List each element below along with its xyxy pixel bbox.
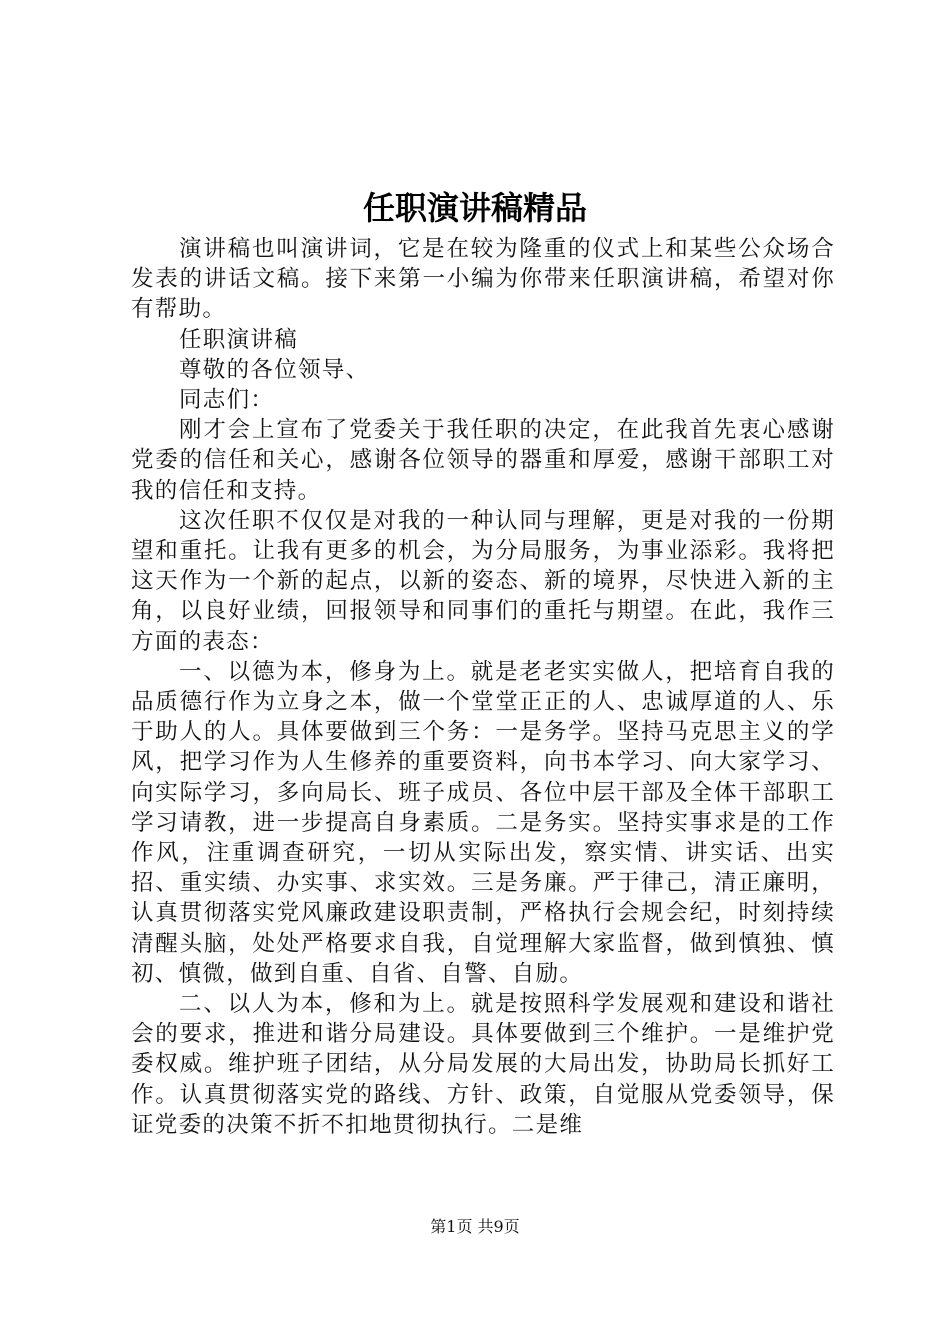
paragraph-intro: 演讲稿也叫演讲词，它是在较为隆重的仪式上和某些公众场合发表的讲话文稿。接下来第一小编为你带来任职演讲稿，希望对你有帮助。: [131, 236, 835, 323]
paragraph-heading: 任职演讲稿: [179, 326, 299, 353]
paragraph-body: 刚才会上宣布了党委关于我任职的决定，在此我首先衷心感谢党委的信任和关心，感谢各位领导的器重和厚爱，感谢干部职工对我的信任和支持。: [131, 417, 835, 504]
page-number-footer: 第1页 共9页: [430, 1217, 520, 1236]
document-body: [131, 234, 835, 1140]
paragraph-body: 这次任职不仅仅是对我的一种认同与理解，更是对我的一份期望和重托。让我有更多的机会，为分局服务，为事业添彩。我将把这天作为一个新的起点，以新的姿态、新的境界，尽快进入新的主角，以良好业绩，回报领导和同事们的重托与期望。在此，我作三方面的表态：: [131, 507, 835, 655]
document-title: 任职演讲稿精品: [362, 189, 587, 227]
paragraph-salutation: 尊敬的各位领导、: [179, 356, 370, 383]
paragraph-salutation-2: 同志们：: [179, 387, 275, 414]
paragraph-body: 一、以德为本，修身为上。就是老老实实做人，把培育自我的品质德行作为立身之本，做一个堂堂正正的人、忠诚厚道的人、乐于助人的人。具体要做到三个务：一是务学。坚持马克思主义的学风，把学习作为人生修养的重要资料，向书本学习、向大家学习、向实际学习，多向局长、班子成员、各位中层干部及全体干部职工学习请教，进一步提高自身素质。二是务实。坚持实事求是的工作作风，注重调查研究，一切从实际出发，察实情、讲实话、出实招、重实绩、办实事、求实效。三是务廉。严于律己，清正廉明，认真贯彻落实党风廉政建设职责制，严格执行会规会纪，时刻持续清醒头脑，处处严格要求自我，自觉理解大家监督，做到慎独、慎初、慎微，做到自重、自省、自警、自励。: [131, 658, 835, 987]
paragraph-body: 二、以人为本，修和为上。就是按照科学发展观和建设和谐社会的要求，推进和谐分局建设。具体要做到三个维护。一是维护党委权威。维护班子团结，从分局发展的大局出发，协助局长抓好工作。认真贯彻落实党的路线、方针、政策，自觉服从党委领导，保证党委的决策不折不扣地贯彻执行。二是维: [131, 991, 835, 1138]
